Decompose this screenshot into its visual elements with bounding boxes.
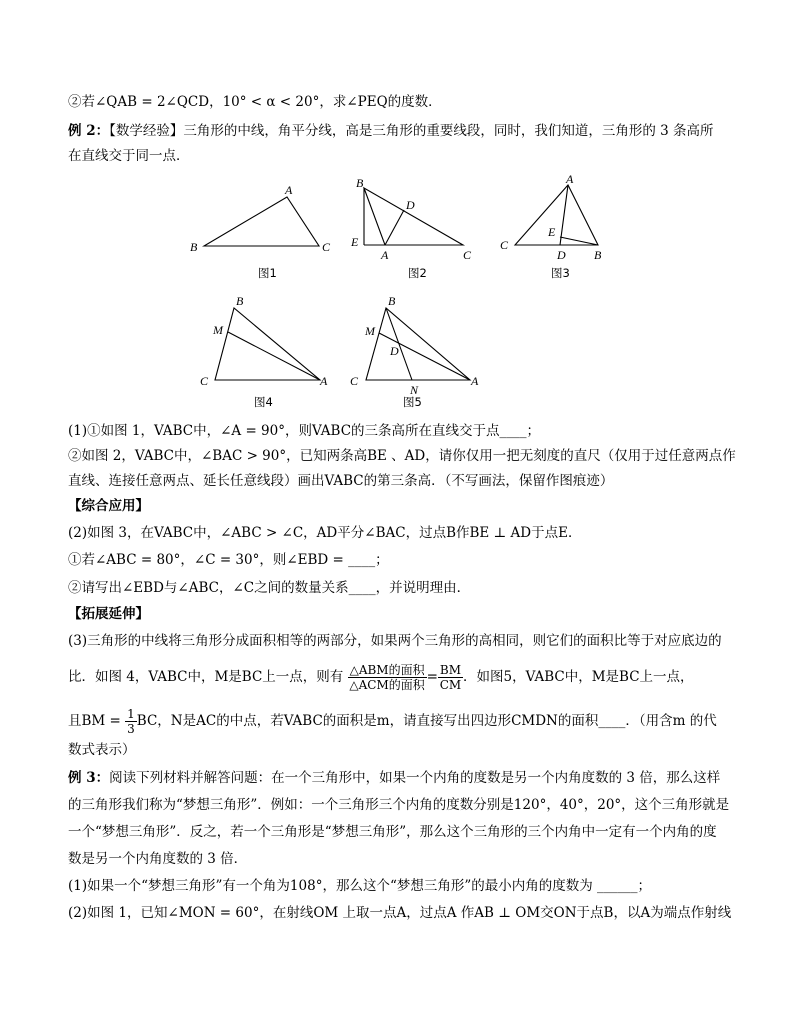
- fig2-caption: 图2: [408, 266, 427, 280]
- one-third-numerator: 1: [127, 707, 135, 721]
- area-ratio-fraction: [348, 663, 427, 692]
- question-3b-pre: 比．如图 4，VABC中，M是BC上一点，则有: [68, 669, 344, 685]
- segment-ratio-numerator: BM: [439, 663, 462, 677]
- question-1b-line2: 直线、连接任意两点、延长任意线段）画出VABC的第三条高．（不写画法，保留作图痕迹）: [68, 473, 614, 489]
- fig5-label-A: A: [471, 374, 479, 388]
- example-2-label: 例 2：: [68, 123, 110, 139]
- fig3-label-E: E: [548, 225, 556, 239]
- text-line-1: ②若∠QAB = 2∠QCD，10° < α < 20°，求∠PEQ的度数．: [68, 94, 442, 110]
- question-1b-line1: ②如图 2，VABC中，∠BAC > 90°，已知两条高BE 、AD，请你仅用一把无刻度的直尺（仅用于过任意两点作: [68, 448, 736, 464]
- area-ratio-numerator: △ABM的面积: [349, 663, 425, 677]
- question-3c-post: BC，N是AC的中点，若VABC的面积是m，请直接写出四边形CMDN的面积____．（用含m 的代: [136, 713, 717, 729]
- fig1-label-B: B: [190, 240, 198, 254]
- fig2-label-E: E: [351, 235, 359, 249]
- fig4-caption: 图4: [254, 395, 273, 409]
- question-3b: [68, 660, 694, 694]
- example-3-line3: 一个“梦想三角形”．反之，若一个三角形是“梦想三角形”，那么这个三角形的三个内角中一定有一个内角的度: [68, 824, 717, 840]
- fig5-caption: 图5: [403, 395, 422, 409]
- example-2-line: [68, 121, 714, 141]
- example-3-line2: 的三角形我们称为“梦想三角形”．例如：一个三角形三个内角的度数分别是120°，40°，20°，这个三角形就是: [68, 797, 730, 813]
- example-3-label: 例 3：: [68, 770, 110, 786]
- fig5-label-B: B: [388, 294, 396, 308]
- example-3-question-2: (2)如图 1，已知∠MON = 60°，在射线OM 上取一点A，过点A 作AB ⊥ OM交ON于点B，以A为端点作射线: [68, 905, 732, 921]
- one-third-denominator: 3: [127, 722, 135, 736]
- fig2-label-C: C: [463, 248, 472, 262]
- fig5-label-N: N: [410, 383, 419, 397]
- fig5-label-C: C: [350, 374, 359, 388]
- fig4-label-M: M: [213, 323, 223, 337]
- question-2b: ②请写出∠EBD与∠ABC，∠C之间的数量关系____，并说明理由．: [68, 580, 471, 596]
- section-heading-application: 【综合应用】: [68, 498, 149, 514]
- fig3-label-B: B: [594, 248, 602, 262]
- fig2-label-A: A: [381, 248, 389, 262]
- fig2-label-D: D: [406, 198, 415, 212]
- question-2: (2)如图 3，在VABC中，∠ABC > ∠C，AD平分∠BAC，过点B作BE ⊥ AD于点E．: [68, 525, 582, 541]
- section-heading-extension: 【拓展延伸】: [68, 606, 149, 622]
- example-2-intro: 【数学经验】三角形的中线，角平分线，高是三角形的重要线段，同时，我们知道，三角形的 3 条高所: [109, 123, 714, 139]
- figure-3: [515, 185, 598, 245]
- fig5-label-M: M: [365, 324, 375, 338]
- fig1-label-A: A: [285, 183, 293, 197]
- fig3-caption: 图3: [551, 266, 570, 280]
- fig3-label-D: D: [557, 248, 566, 262]
- question-1a: (1)①如图 1，VABC中，∠A = 90°，则VABC的三条高所在直线交于点____；: [68, 423, 541, 439]
- figure-2: [364, 188, 463, 245]
- one-third-fraction: [125, 707, 137, 736]
- text-line-3: 在直线交于同一点．: [68, 148, 190, 164]
- question-3c: [68, 704, 717, 738]
- example-3-question-1: (1)如果一个“梦想三角形”有一个角为108°，那么这个“梦想三角形”的最小内角的度数为 ______；: [68, 878, 652, 894]
- fig2-label-B: B: [356, 176, 364, 190]
- example-3-intro: 阅读下列材料并解答问题：在一个三角形中，如果一个内角的度数是另一个内角度数的 3 倍，那么这样: [109, 770, 721, 786]
- question-3d: 数式表示）: [68, 742, 136, 758]
- question-3b-post: ．如图5，VABC中，M是BC上一点，: [463, 669, 694, 685]
- figures: [0, 170, 794, 415]
- question-2a: ①若∠ABC = 80°，∠C = 30°，则∠EBD = ____；: [68, 552, 389, 568]
- fig4-label-C: C: [200, 374, 209, 388]
- segment-ratio-fraction: [438, 663, 463, 692]
- example-3-line4: 数是另一个内角度数的 3 倍．: [68, 851, 248, 867]
- fig3-label-C: C: [500, 238, 509, 252]
- equals-sign: =: [426, 669, 438, 685]
- fig5-label-D: D: [390, 344, 399, 358]
- area-ratio-denominator: △ACM的面积: [349, 678, 425, 692]
- figure-4: [215, 308, 320, 380]
- fig1-caption: 图1: [258, 266, 277, 280]
- fig4-label-A: A: [320, 374, 328, 388]
- segment-ratio-denominator: CM: [439, 678, 462, 692]
- fig1-label-C: C: [322, 240, 331, 254]
- question-3a: (3)三角形的中线将三角形分成面积相等的两部分，如果两个三角形的高相同，则它们的面积比等于对应底边的: [68, 633, 722, 649]
- question-3c-pre: 且BM =: [68, 713, 121, 729]
- figure-1: [204, 197, 319, 246]
- fig4-label-B: B: [236, 294, 244, 308]
- example-3-line: [68, 768, 720, 788]
- figure-5: [366, 308, 470, 380]
- fig3-label-A: A: [566, 172, 574, 186]
